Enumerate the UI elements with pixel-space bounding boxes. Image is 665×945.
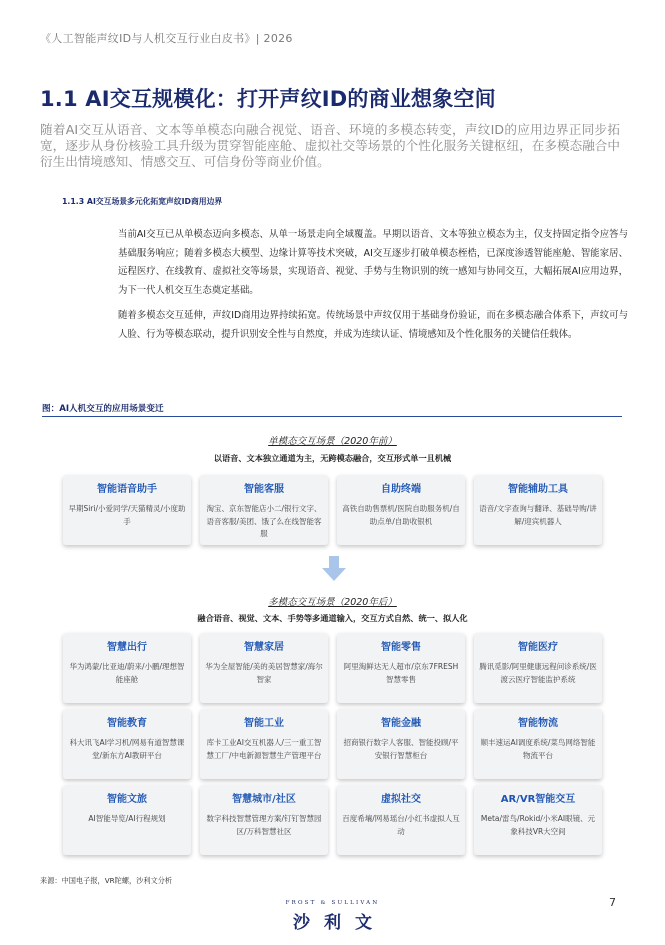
body-paragraph-1: 当前AI交互已从单模态迈向多模态、从单一场景走向全域覆盖。早期以语音、文本等独立模态为主，仅支持固定指令应答与基础服务响应；随着多模态大模型、边缘计算等技术突破，AI交互逐步打破单模态桎梏，已深度渗透智能座舱、智能家居、远程医疗、在线教育、虚拟社交等场景，实现语音、视觉、手势与生物识别的统一感知与协同交互，大幅拓展AI应用边界，为下一代人机交互生态奠定基础。 — [118, 229, 628, 296]
era2-card-title: 智能零售 — [381, 642, 421, 653]
era2-card — [337, 709, 465, 779]
era1-card-title: 自助终端 — [381, 484, 421, 495]
era2-card-description: 数字科技智慧管理方案/钉钉智慧园区/万科智慧社区 — [206, 814, 322, 836]
logo-wordmark: FROST & SULLIVAN — [285, 900, 380, 906]
era2-card-title: 智能金融 — [381, 718, 421, 729]
era2-card-title: 智能工业 — [244, 718, 284, 729]
figure-title: 图：AI人机交互的应用场景变迁 — [42, 404, 164, 414]
document-header: 《人工智能声纹ID与人机交互行业白皮书》| 2026 — [40, 32, 293, 45]
era2-title: 多模态交互场景（2020年后） — [268, 597, 397, 608]
body-paragraph-2: 随着多模态交互延伸，声纹ID商用边界持续拓宽。传统场景中声纹仅用于基础身份验证，而在多模态融合体系下，声纹可与人脸、行为等模态联动，提升识别安全性与自然度，并成为连续认证、情境感知及个性化服务的关键信任载体。 — [118, 310, 628, 340]
era2-card-description: Meta/雷鸟/Rokid/小米AI眼镜、元象科技VR大空间 — [480, 814, 596, 836]
era2-card — [337, 633, 465, 703]
era1-card-description: 高铁自助售票机/医院自助服务机/自助点单/自助收银机 — [342, 504, 460, 526]
era2-card-description: 华为鸿蒙/比亚迪/蔚来/小鹏/理想智能座舱 — [69, 662, 185, 684]
era2-card-title: 智慧家居 — [244, 642, 284, 653]
era1-card — [200, 475, 328, 545]
era2-card-title: 智慧出行 — [107, 642, 147, 653]
era2-description: 融合语音、视觉、文本、手势等多通道输入，交互方式自然、统一、拟人化 — [197, 613, 468, 623]
era1-card-description: 早期Siri/小爱同学/天猫精灵/小度助手 — [68, 504, 186, 526]
figure-source: 来源：中国电子报，VR陀螺，沙利文分析 — [40, 876, 173, 885]
era2-card — [200, 785, 328, 855]
down-arrow-icon — [319, 554, 349, 584]
logo-chinese: 沙利文 — [293, 913, 386, 933]
era2-card-description: 库卡工业AI交互机器人/三一重工智慧工厂/中电新源智慧生产管理平台 — [206, 738, 322, 760]
era2-card — [63, 633, 191, 703]
era2-card-title: 智能物流 — [518, 718, 558, 729]
era2-card — [474, 633, 602, 703]
era2-card-title: 智慧城市/社区 — [232, 794, 296, 805]
era2-card-title: 智能医疗 — [518, 642, 558, 653]
era1-card-description: 语音/文字查询与翻译、基础导购/讲解/迎宾机器人 — [479, 504, 597, 526]
era2-card-description: 招商银行数字人客服、智能投顾/平安银行智慧柜台 — [343, 738, 459, 760]
era2-card-title: 智能教育 — [107, 718, 147, 729]
era2-card — [474, 785, 602, 855]
era2-card — [63, 709, 191, 779]
era1-title: 单模态交互场景（2020年前） — [268, 436, 397, 447]
era2-card-description: 华为全屋智能/美的美居智慧家/海尔智家 — [205, 662, 323, 684]
era2-card — [200, 709, 328, 779]
page-number: 7 — [609, 896, 616, 909]
era1-card-title: 智能客服 — [244, 484, 284, 495]
era2-card-title: AR/VR智能交互 — [500, 794, 576, 805]
era1-description: 以语音、文本独立通道为主，无跨模态融合，交互形式单一且机械 — [213, 453, 452, 463]
era2-card-description: 腾讯觅影/阿里健康远程问诊系统/医渡云医疗智能监护系统 — [479, 662, 597, 684]
section-intro: 随着AI交互从语音、文本等单模态向融合视觉、语音、环境的多模态转变，声纹ID的应用边界正同步拓宽，逐步从身份核验工具升级为贯穿智能座舱、虚拟社交等场景的个性化服务关键枢纽，在多模态融合中衍生出情境感知、情感交互、可信身份等商业价值。 — [40, 122, 620, 169]
era2-card-description: 阿里淘鲜达无人超市/京东7FRESH智慧零售 — [343, 662, 459, 684]
era1-card-title: 智能语音助手 — [97, 484, 157, 495]
subsection-title: 1.1.3 AI交互场景多元化拓宽声纹ID商用边界 — [62, 197, 223, 206]
era2-card — [63, 785, 191, 855]
era1-card — [63, 475, 191, 545]
era2-card-description: AI智能导览/AI行程规划 — [88, 814, 166, 823]
era1-card — [474, 475, 602, 545]
era2-card-title: 智能文旅 — [107, 794, 147, 805]
figure-title-rule — [42, 416, 622, 417]
era2-card-title: 虚拟社交 — [381, 794, 421, 805]
era2-card — [474, 709, 602, 779]
era2-card — [337, 785, 465, 855]
section-title: 1.1 AI交互规模化：打开声纹ID的商业想象空间 — [40, 87, 496, 111]
era2-card-description: 百度希壤/网易瑶台/小红书虚拟人互动 — [342, 814, 460, 836]
era1-card-description: 淘宝、京东智能店小二/银行文字、语音客服/美团、饿了么在线智能客服 — [206, 504, 322, 538]
era2-card-description: 顺丰速运AI调度系统/菜鸟网络智能物流平台 — [480, 738, 596, 760]
era2-card-description: 科大讯飞AI学习机/网易有道智慧课堂/新东方AI教研平台 — [69, 738, 185, 760]
era1-card-title: 智能辅助工具 — [508, 484, 568, 495]
era2-card — [200, 633, 328, 703]
era1-card — [337, 475, 465, 545]
